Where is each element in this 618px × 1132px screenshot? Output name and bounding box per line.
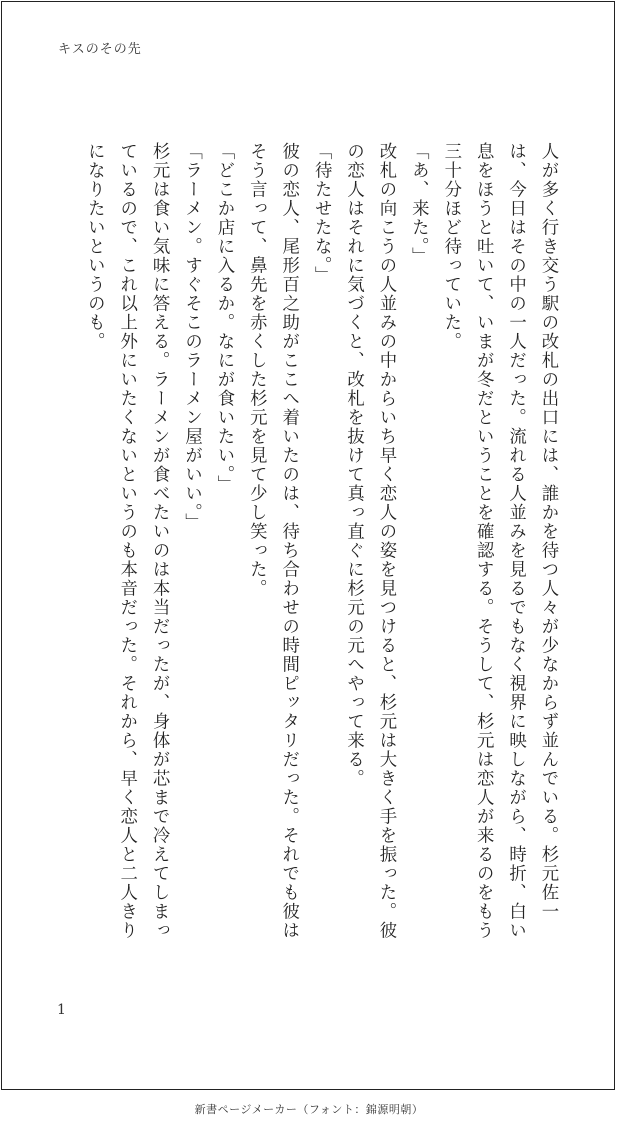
page-number: 1: [57, 1002, 66, 1018]
paragraph-8: 杉元は食い気味に答える。ラーメンが食べたいのは本当だったが、身体が芯まで冷えてしまっているので、これ以上外にいたくないというのも本音だった。それから、早く恋人と二人きりになりたいというのも。: [84, 142, 170, 940]
footer-caption: 新書ページメーカー（フォント：錦源明朝）: [194, 1103, 424, 1116]
paragraph-7: 「ラーメン。すぐそこのラーメン屋がいい。」: [181, 142, 202, 533]
paragraph-5: 彼の恋人、尾形百之助がここへ着いたのは、待ち合わせの時間ピッタリだった。それでも彼はそう言って、鼻先を赤くした杉元を見て少し笑った。: [246, 142, 299, 940]
book-page: [1, 1, 615, 1090]
paragraph-6: 「どこか店に入るか。なにが食いたい。」: [213, 142, 234, 495]
paragraph-1: 人が多く行き交う駅の改札の出口には、誰かを待つ人々が少なからず並んでいる。杉元佐一は、今日はその中の一人だった。流れる人並みを見るでもなく視界に映しながら、時折、白い息をほうと吐いて、いまが冬だということを確認する。そうして、杉元は恋人が来るのをもう三十分ほど待っていた。: [440, 142, 558, 940]
paragraph-2: 「あ、来た。」: [408, 142, 429, 267]
paragraph-4: 「待たせたな。」: [311, 142, 332, 286]
vertical-text-body: [72, 142, 564, 942]
paragraph-3: 改札の向こうの人並みの中からいち早く恋人の姿を見つけると、杉元は大きく手を振った。彼の恋人はそれに気づくと、改札を抜けて真っ直ぐに杉元の元へやって来る。: [343, 142, 396, 940]
running-title: キスのその先: [58, 42, 142, 57]
